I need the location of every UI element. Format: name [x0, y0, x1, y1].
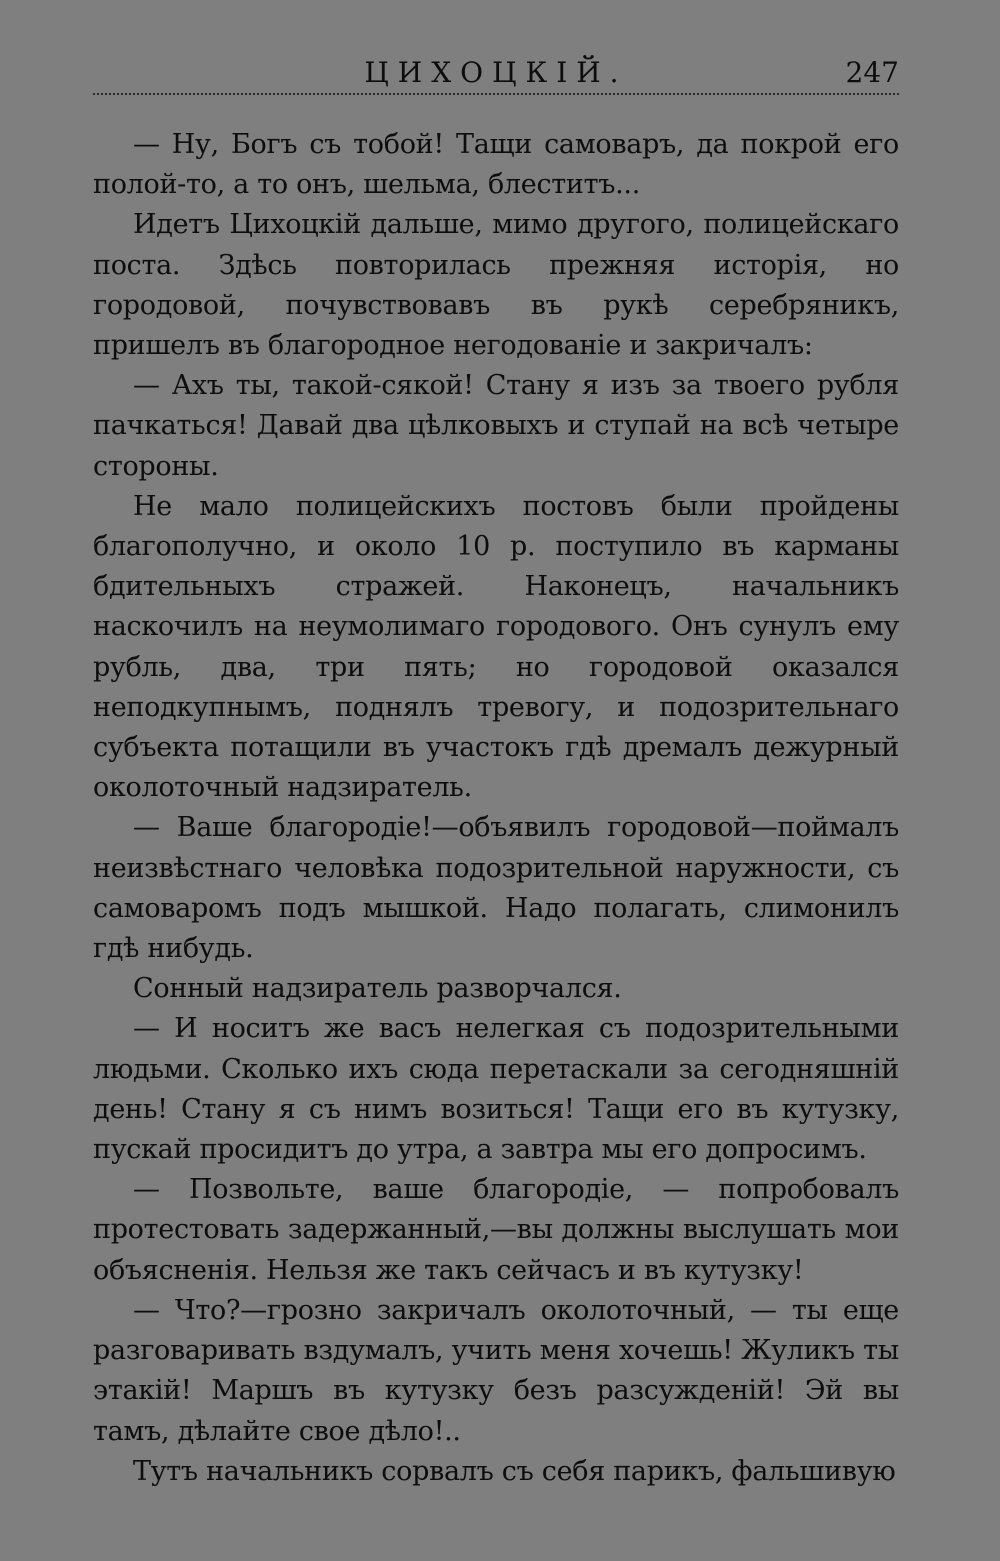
page-number: 247 — [845, 56, 899, 89]
page-header — [93, 55, 899, 95]
running-title: ЦИХОЦКІЙ. — [364, 56, 628, 89]
paragraph-2: Идетъ Цихоцкій дальше, мимо другого, полицейскаго поста. Здѣсь повторилась прежняя исторія, но городовой, почувствовавъ въ рукѣ серебряникъ, пришелъ въ благородное негодованіе и закричалъ: — [93, 209, 899, 362]
paragraph-5: — Ваше благородіе!—объявилъ городовой—поймалъ неизвѣстнаго человѣка подозрительной наружности, съ самоваромъ подъ мышкой. Надо полагать, слимонилъ гдѣ нибудь. — [93, 812, 899, 965]
paragraph-10: Тутъ начальникъ сорвалъ съ себя парикъ, фальшивую — [133, 1455, 896, 1487]
paragraph-8: — Позвольте, ваше благородіе, — попробовалъ протестовать задержанный,—вы должны выслушать мои объясненія. Нельзя же такъ сейчасъ и въ кутузку! — [93, 1174, 899, 1286]
paragraph-1: — Ну, Богъ съ тобой! Тащи самоваръ, да покрой его полой-то, а то онъ, шельма, блеститъ... — [93, 129, 899, 201]
book-page — [93, 55, 899, 1492]
paragraph-9: — Что?—грозно закричалъ околоточный, — ты еще разговаривать вздумалъ, учить меня хочешь! Жуликъ ты этакій! Маршъ въ кутузку безъ разсужденій! Эй вы тамъ, дѣлайте свое дѣло!.. — [93, 1294, 899, 1447]
paragraph-7: — И носитъ же васъ нелегкая съ подозрительными людьми. Сколько ихъ сюда перетаскали за сегодняшній день! Стану я съ нимъ возиться! Тащи его въ кутузку, пускай просидитъ до утра, а завтра мы его допросимъ. — [93, 1013, 899, 1166]
body-text — [93, 125, 899, 1492]
paragraph-6: Сонный надзиратель разворчался. — [133, 973, 622, 1005]
paragraph-4: Не мало полицейскихъ постовъ были пройдены благополучно, и около 10 р. поступило въ карманы бдительныхъ стражей. Наконецъ, начальникъ наскочилъ на неумолимаго городового. Онъ сунулъ ему рубль, два, три пять; но городовой оказался неподкупнымъ, поднялъ тревогу, и подозрительнаго субъекта потащили въ участокъ гдѣ дремалъ дежурный околоточный надзиратель. — [93, 490, 899, 804]
paragraph-3: — Ахъ ты, такой-сякой! Стану я изъ за твоего рубля пачкаться! Давай два цѣлковыхъ и ступай на всѣ четыре стороны. — [93, 370, 899, 482]
